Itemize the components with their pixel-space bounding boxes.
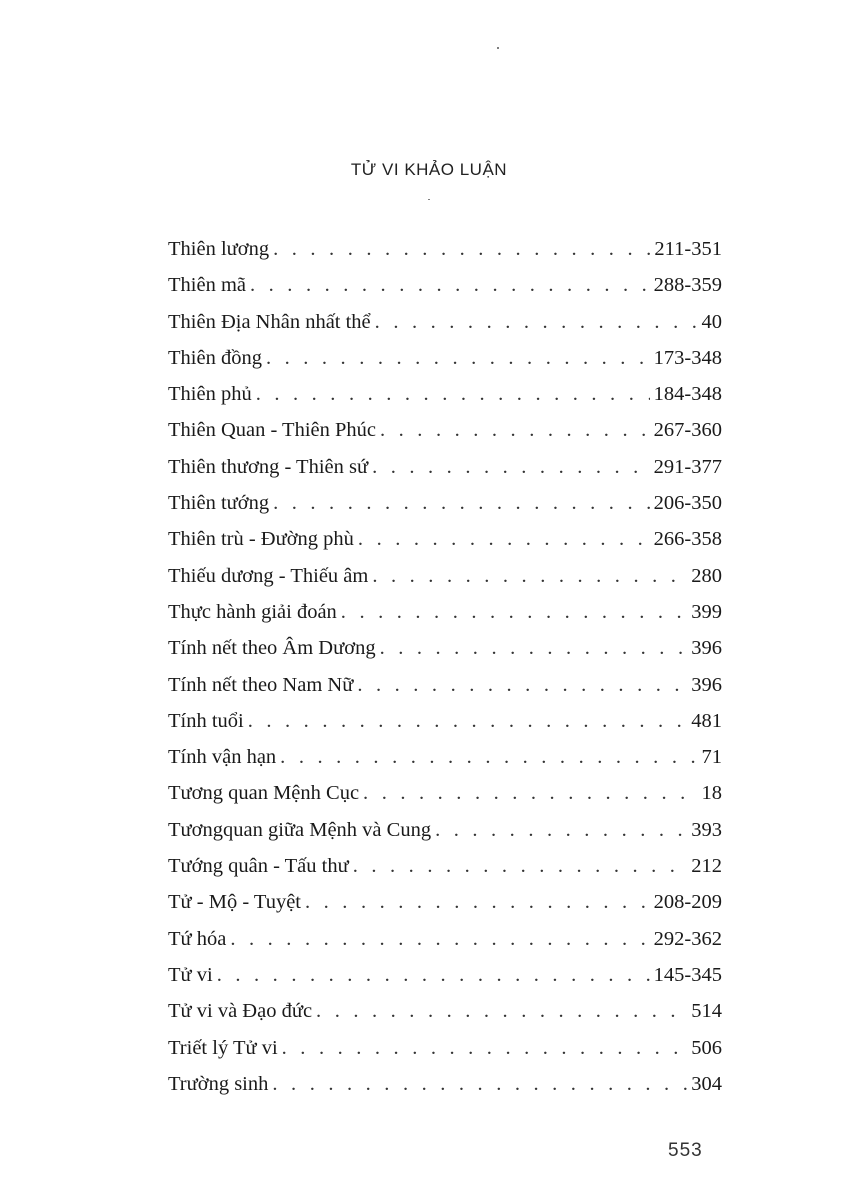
entry-pages: 173-348 xyxy=(653,346,722,369)
index-entry xyxy=(168,304,722,340)
page-number: 553 xyxy=(668,1140,703,1161)
entry-pages: 40 xyxy=(701,310,722,333)
dot-leader xyxy=(250,267,650,303)
dot-leader xyxy=(357,667,687,703)
entry-pages: 291-377 xyxy=(653,455,722,478)
index-entry xyxy=(168,1030,722,1066)
entry-term: Thiên trù - Đường phù xyxy=(168,528,354,551)
entry-pages: 292-362 xyxy=(653,927,722,950)
dot-leader xyxy=(380,412,650,448)
index-entry xyxy=(168,449,722,485)
entry-term: Tính tuổi xyxy=(168,709,244,732)
dot-leader xyxy=(256,376,650,412)
entry-pages: 399 xyxy=(691,600,722,623)
entry-term: Trường sinh xyxy=(168,1072,269,1095)
scan-speck xyxy=(428,199,430,200)
entry-pages: 71 xyxy=(701,746,722,769)
entry-term: Triết lý Tử vi xyxy=(168,1036,278,1059)
dot-leader xyxy=(358,521,650,557)
entry-term: Tứ hóa xyxy=(168,927,227,950)
dot-leader xyxy=(305,884,650,920)
index-entry xyxy=(168,231,722,267)
entry-pages: 506 xyxy=(691,1036,722,1059)
entry-pages: 145-345 xyxy=(653,963,722,986)
index-entry xyxy=(168,594,722,630)
index-entry xyxy=(168,376,722,412)
entry-pages: 280 xyxy=(691,564,722,587)
dot-leader xyxy=(248,703,688,739)
index-entry xyxy=(168,739,722,775)
dot-leader xyxy=(273,231,650,267)
index-entry xyxy=(168,267,722,303)
dot-leader xyxy=(316,993,687,1029)
entry-term: Tử vi và Đạo đức xyxy=(168,1000,313,1023)
entry-term: Tính nết theo Âm Dương xyxy=(168,637,376,660)
dot-leader xyxy=(353,848,688,884)
entry-term: Thiên phủ xyxy=(168,383,252,406)
index-entry xyxy=(168,775,722,811)
entry-pages: 396 xyxy=(691,673,722,696)
dot-leader xyxy=(280,739,697,775)
index-entry xyxy=(168,703,722,739)
index-list xyxy=(168,231,722,1102)
dot-leader xyxy=(375,304,698,340)
entry-term: Thiên đồng xyxy=(168,346,262,369)
entry-pages: 212 xyxy=(691,855,722,878)
dot-leader xyxy=(435,812,687,848)
entry-pages: 266-358 xyxy=(653,528,722,551)
entry-pages: 208-209 xyxy=(653,891,722,914)
entry-pages: 184-348 xyxy=(653,383,722,406)
dot-leader xyxy=(380,630,688,666)
entry-term: Thiếu dương - Thiếu âm xyxy=(168,564,369,587)
running-header: TỬ VI KHẢO LUẬN xyxy=(350,160,508,179)
index-entry xyxy=(168,667,722,703)
index-entry xyxy=(168,521,722,557)
dot-leader xyxy=(266,340,650,376)
dot-leader xyxy=(372,449,650,485)
entry-pages: 267-360 xyxy=(653,419,722,442)
index-entry xyxy=(168,412,722,448)
entry-term: Thiên Địa Nhân nhất thể xyxy=(168,310,371,333)
index-entry xyxy=(168,848,722,884)
entry-pages: 304 xyxy=(691,1072,722,1095)
entry-pages: 18 xyxy=(701,782,722,805)
dot-leader xyxy=(217,957,650,993)
dot-leader xyxy=(372,558,687,594)
dot-leader xyxy=(341,594,687,630)
dot-leader xyxy=(272,1066,687,1102)
scan-speck xyxy=(497,47,499,49)
index-entry xyxy=(168,1066,722,1102)
index-entry xyxy=(168,921,722,957)
index-entry xyxy=(168,993,722,1029)
entry-pages: 514 xyxy=(691,1000,722,1023)
index-entry xyxy=(168,812,722,848)
entry-term: Tính vận hạn xyxy=(168,746,277,769)
entry-term: Tướng quân - Tấu thư xyxy=(168,855,349,878)
entry-pages: 481 xyxy=(691,709,722,732)
entry-term: Thiên thương - Thiên sứ xyxy=(168,455,369,478)
entry-term: Tử - Mộ - Tuyệt xyxy=(168,891,301,914)
entry-pages: 211-351 xyxy=(654,238,722,260)
index-entry xyxy=(168,485,722,521)
entry-term: Tươngquan giữa Mệnh và Cung xyxy=(168,818,432,841)
entry-pages: 288-359 xyxy=(653,274,722,297)
index-entry xyxy=(168,558,722,594)
entry-pages: 393 xyxy=(691,818,722,841)
entry-term: Thiên Quan - Thiên Phúc xyxy=(168,419,376,442)
entry-term: Thiên lương xyxy=(168,238,270,260)
dot-leader xyxy=(363,775,697,811)
entry-term: Tương quan Mệnh Cục xyxy=(168,782,360,805)
entry-pages: 396 xyxy=(691,637,722,660)
entry-term: Thực hành giải đoán xyxy=(168,600,337,623)
entry-pages: 206-350 xyxy=(653,492,722,515)
index-entry xyxy=(168,630,722,666)
dot-leader xyxy=(282,1030,688,1066)
entry-term: Tử vi xyxy=(168,963,213,986)
index-entry xyxy=(168,340,722,376)
index-entry xyxy=(168,957,722,993)
index-entry xyxy=(168,884,722,920)
entry-term: Thiên tướng xyxy=(168,492,270,515)
dot-leader xyxy=(230,921,649,957)
entry-term: Thiên mã xyxy=(168,274,246,297)
dot-leader xyxy=(273,485,650,521)
entry-term: Tính nết theo Nam Nữ xyxy=(168,673,354,696)
